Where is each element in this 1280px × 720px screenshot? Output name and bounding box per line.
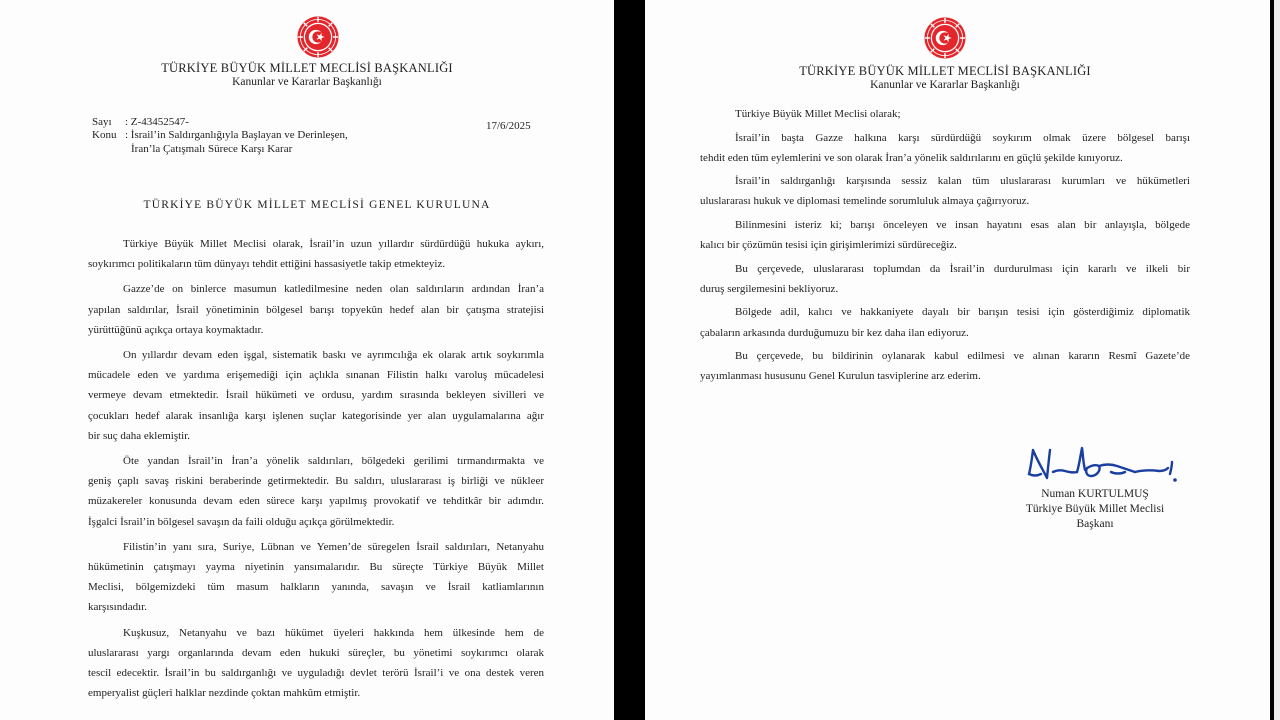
page-divider xyxy=(614,0,645,720)
text-line: Bölgede adil, kalıcı ve hakkaniyete dayalı bir barışın tesisi için gösterdiğimiz diplomatik xyxy=(735,306,1190,319)
text-line: İsrail’in başta Gazze halkına karşı sürdürdüğü soykırım olmak üzere bölgesel barışı xyxy=(735,131,1190,144)
subject-line: İran’la Çatışmalı Sürece Karşı Karar xyxy=(131,143,293,155)
text-line: mücadele eden ve yardıma erişemediği için açlıkla sınanan Filistin halkı varoluş mücadelesi xyxy=(88,369,544,382)
text-line: tehdit eden tüm eylemlerini ve son olarak İran’a yönelik saldırılarını en güçlü şekilde kınıyoruz. xyxy=(700,151,1123,164)
department-subtitle: Kanunlar ve Kararlar Başkanlığı xyxy=(232,76,382,88)
text-line: karşısındadır. xyxy=(88,601,147,614)
text-line: duruş sergilemesini bekliyoruz. xyxy=(700,282,839,295)
text-line: Türkiye Büyük Millet Meclisi olarak; xyxy=(735,108,901,120)
body-paragraph xyxy=(700,302,1190,342)
text-line: Bu çerçevede, uluslararası toplumdan da İsrail’in durdurulması için kararlı ve ilkeli bir xyxy=(735,262,1190,275)
text-line: hükümetinin çatışmayı yayma niyetinin yansımalarıdır. Bu süreçte Türkiye Büyük Millet xyxy=(88,561,544,574)
document-date: 17/6/2025 xyxy=(486,120,531,132)
subject-label: Konu xyxy=(92,129,117,141)
tbmm-emblem-icon xyxy=(297,16,339,58)
text-line: müzakereler konusunda devam eden sürece karşı yapılmış provokatif ve tehditkâr bir adımdır. xyxy=(88,495,544,508)
text-line: emperyalist güçleri halklar nezdinde çoktan mahkûm etmiştir. xyxy=(88,687,361,700)
text-line: Kuşkusuz, Netanyahu ve bazı hükümet üyeleri hakkında hem ülkesinde hem de xyxy=(123,626,544,639)
body-paragraph xyxy=(700,215,1190,255)
reference-number: : Z-43452547- xyxy=(125,116,189,128)
signatory-name: Numan KURTULMUŞ xyxy=(1041,488,1149,500)
body-paragraph xyxy=(88,279,544,340)
text-line: çocukları hedef alarak insanlığa karşı işlenen suçlar kategorisinde yer alan uygulamalarına ağır xyxy=(88,409,544,422)
text-line: uluslararası yargı organlarında devam eden hukuki süreçler, bu yönetimi soykırımcı olarak xyxy=(88,646,544,659)
text-line: yürüttüğünü açıkça ortaya koymaktadır. xyxy=(88,323,264,336)
subject-line: : İsrail’in Saldırganlığıyla Başlayan ve Derinleşen, xyxy=(125,129,348,141)
addressee-heading: TÜRKİYE BÜYÜK MİLLET MECLİSİ GENEL KURULUNA xyxy=(143,199,491,211)
body-paragraph xyxy=(700,259,1190,299)
text-line: Gazze’de on binlerce masumun katledilmesine neden olan saldırıların ardından İran’a xyxy=(123,283,544,296)
body-paragraph xyxy=(700,346,1190,386)
tbmm-emblem-icon xyxy=(924,17,966,59)
body-paragraph xyxy=(700,104,1190,124)
letter-body xyxy=(88,234,544,704)
text-line: Filistin’in yanı sıra, Suriye, Lübnan ve Yemen’de süregelen İsrail saldırıları, Netanyahu xyxy=(123,540,544,553)
text-line: çabaların arkasında durduğumuzu bir kez daha ilan ediyoruz. xyxy=(700,326,969,339)
text-line: İsrail’in saldırganlığı karşısında sessiz kalan tüm uluslararası kurumları ve hükümetleri xyxy=(735,175,1190,188)
text-line: On yıllardır devam eden işgal, sistematik baskı ve ayrımcılığa ek olarak artık soykırımla xyxy=(123,349,544,362)
text-line: tescil edecektir. İsrail’in bu saldırganlığı ve uyguladığı devlet terörü İsrail’i ve ona destek veren xyxy=(88,667,544,680)
body-paragraph xyxy=(88,345,544,446)
document-page-1 xyxy=(0,0,614,720)
text-line: uluslararası hukuk ve diplomasi temelinde sorumluluk almaya çağırıyoruz. xyxy=(700,195,1030,208)
body-paragraph xyxy=(88,234,544,274)
text-line: Öte yandan İsrail’in İran’a yönelik saldırıları, bölgedeki gerilimi tırmandırmakta ve xyxy=(123,455,544,468)
text-line: vermeye devam etmektedir. İsrail hükümeti ve ordusu, yardım sırasında bekleyen sivilleri ve xyxy=(88,389,544,402)
body-paragraph xyxy=(88,451,544,532)
letter-body xyxy=(700,104,1190,386)
institution-title: TÜRKİYE BÜYÜK MİLLET MECLİSİ BAŞKANLIĞI xyxy=(799,64,1091,78)
department-subtitle: Kanunlar ve Kararlar Başkanlığı xyxy=(870,79,1020,91)
body-paragraph xyxy=(88,537,544,618)
text-line: kalıcı bir çözümün tesisi için girişimlerimizi sürdüreceğiz. xyxy=(700,239,957,252)
text-line: geniş çaplı savaş riskini beraberinde getirmektedir. Bu saldırı, uluslararası iş birliği ve nükleer xyxy=(88,475,544,488)
text-line: Türkiye Büyük Millet Meclisi olarak, İsrail’in uzun yıllardır sürdürdüğü hukuka aykırı, xyxy=(123,238,544,250)
reference-number-label: Sayı xyxy=(92,116,112,128)
text-line: Bu çerçevede, bu bildirinin oylanarak kabul edilmesi ve alınan kararın Resmî Gazete’de xyxy=(735,350,1190,363)
text-line: yayımlanması hususunu Genel Kurulun tasviplerine arz ederim. xyxy=(700,370,981,383)
text-line: yapılan saldırılar, İsrail yönetiminin bölgesel barışı topyekûn hedef alan bir çatışma stratejisi xyxy=(88,303,544,316)
body-paragraph xyxy=(700,128,1190,168)
page-margin xyxy=(1274,0,1280,720)
text-line: İşgalci İsrail’in bölgesel savaşın da faili olduğu açıkça görülmektedir. xyxy=(88,515,395,528)
institution-title: TÜRKİYE BÜYÜK MİLLET MECLİSİ BAŞKANLIĞI xyxy=(161,61,453,75)
signatory-title: Türkiye Büyük Millet Meclisi xyxy=(1025,503,1165,515)
body-paragraph xyxy=(88,623,544,704)
text-line: soykırımcı politikaların tüm dünyayı tehdit ettiğini hassasiyetle takip etmekteyiz. xyxy=(88,258,446,271)
handwritten-signature-icon xyxy=(1025,440,1185,492)
text-line: bir suç daha eklemiştir. xyxy=(88,429,191,442)
text-line: Meclisi, bölgemizdeki tüm masum halkların yanında, savaşın ve İsrail katliamlarının xyxy=(88,581,544,594)
signatory-role: Başkanı xyxy=(1076,518,1114,530)
body-paragraph xyxy=(700,171,1190,211)
text-line: Bilinmesini isteriz ki; barışı önceleyen ve insan hayatını esas alan bir anlayışla, bölgede xyxy=(735,218,1190,231)
